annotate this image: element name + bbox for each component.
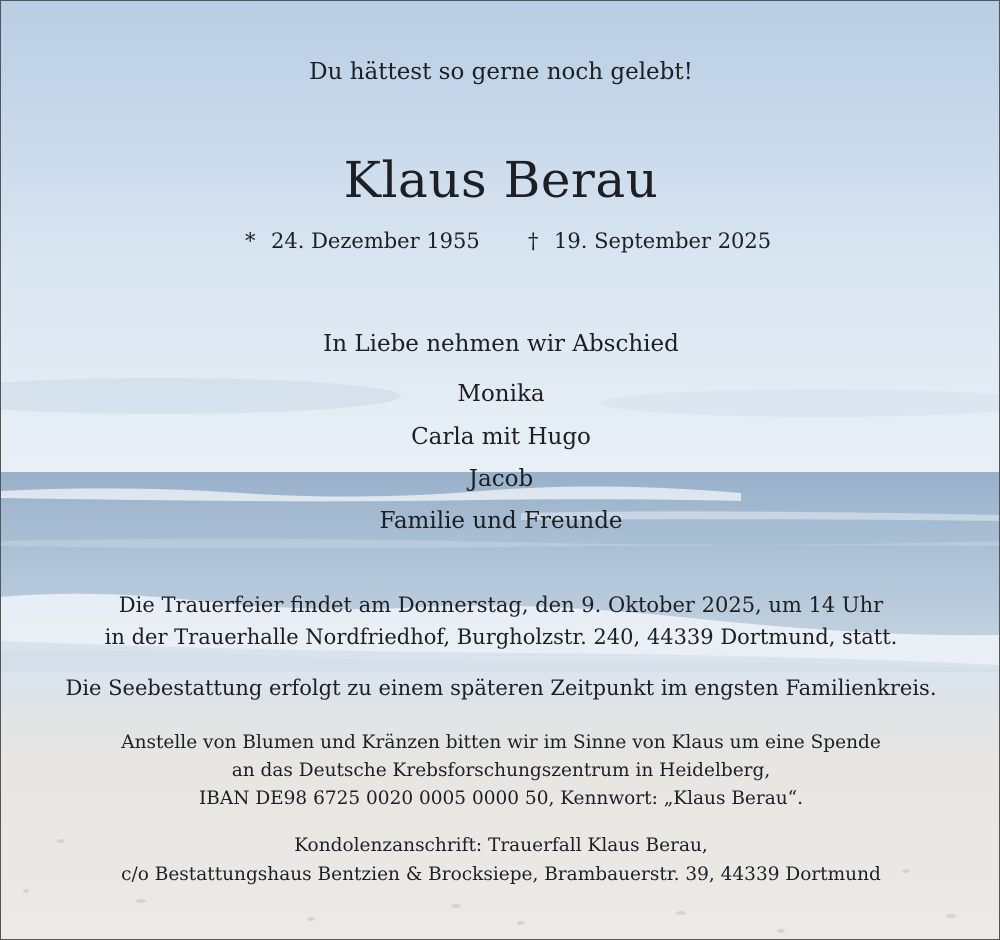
life-dates [1, 229, 1000, 259]
mourner-name: Monika [457, 381, 545, 407]
mourner-name: Jacob [468, 466, 534, 492]
birth-date [245, 229, 480, 253]
condolence-address-line: Kondolenzanschrift: Trauerfall Klaus Berau, [294, 835, 708, 856]
burial-info: Die Seebestattung erfolgt zu einem späteren Zeitpunkt im engsten Familienkreis. [65, 676, 937, 700]
birth-star-icon: * [245, 229, 256, 253]
donation-line: an das Deutsche Krebsforschungszentrum in Heidelberg, [231, 760, 771, 781]
mourner-name: Carla mit Hugo [411, 424, 591, 450]
farewell-text: In Liebe nehmen wir Abschied [323, 331, 679, 357]
condolence-address-line: c/o Bestattungshaus Bentzien & Brocksiepe, Brambauerstr. 39, 44339 Dortmund [121, 864, 881, 885]
donation-line: IBAN DE98 6725 0020 0005 0000 50, Kennwort: „Klaus Berau“. [198, 788, 803, 809]
death-cross-icon: † [528, 229, 539, 253]
death-date-text: 19. September 2025 [554, 229, 772, 253]
deceased-name: Klaus Berau [343, 151, 659, 209]
donation-line: Anstelle von Blumen und Kränzen bitten wir im Sinne von Klaus um eine Spende [121, 732, 881, 753]
death-date [528, 229, 771, 253]
ceremony-line: Die Trauerfeier findet am Donnerstag, den 9. Oktober 2025, um 14 Uhr [118, 593, 884, 617]
motto: Du hättest so gerne noch gelebt! [309, 59, 693, 85]
ceremony-line: in der Trauerhalle Nordfriedhof, Burgholzstr. 240, 44339 Dortmund, statt. [104, 625, 898, 649]
mourner-name: Familie und Freunde [379, 508, 623, 534]
birth-date-text: 24. Dezember 1955 [271, 229, 480, 253]
